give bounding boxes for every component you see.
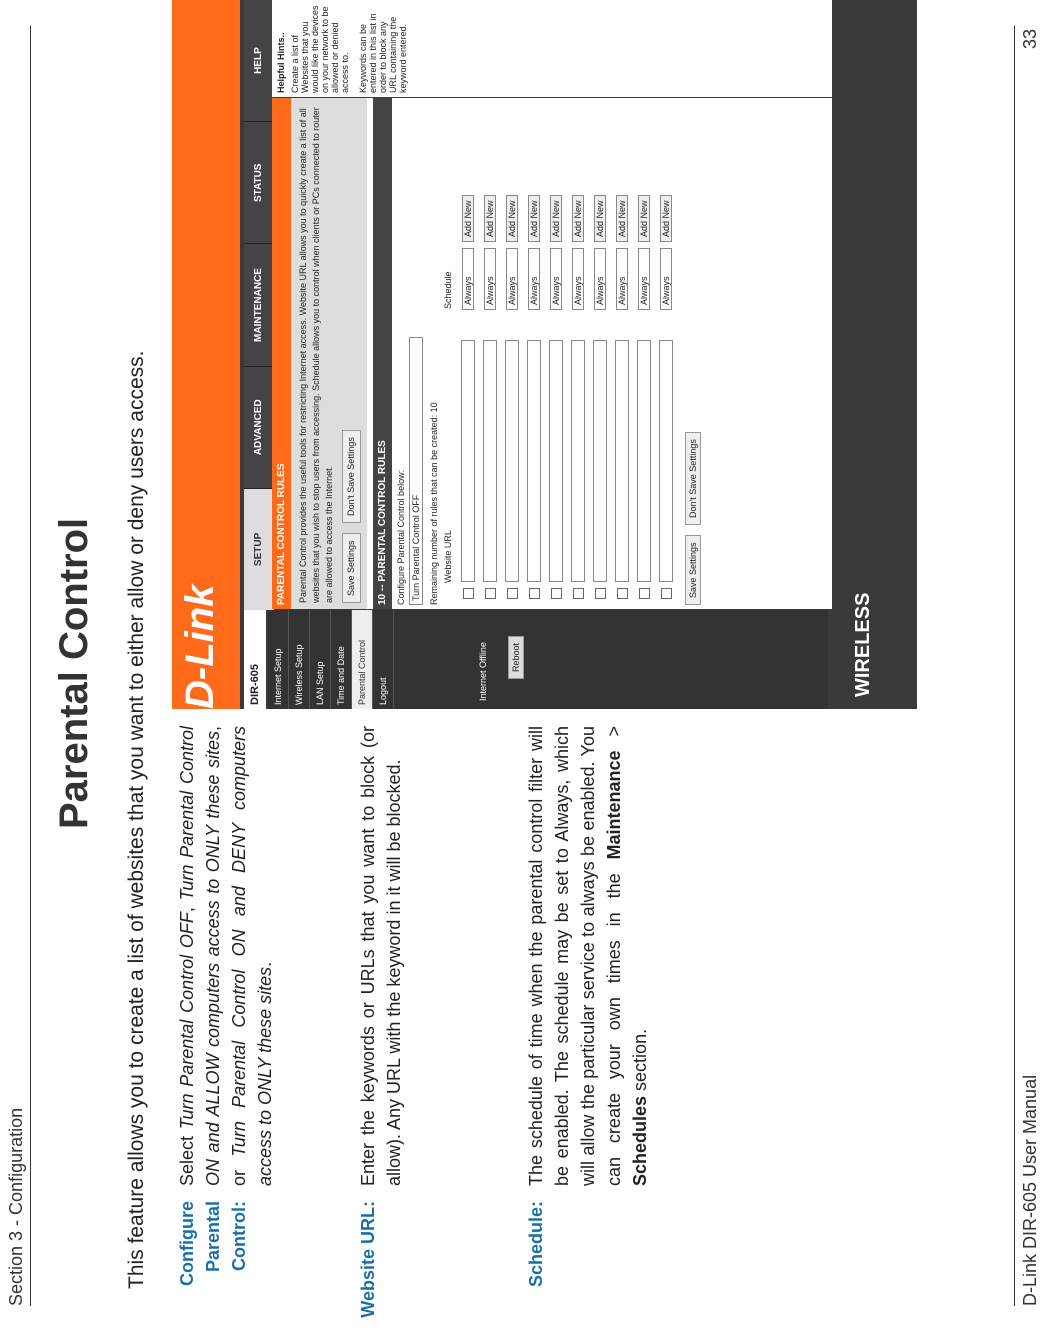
website-url-input[interactable] <box>461 340 475 582</box>
tab-advanced[interactable]: ADVANCED <box>244 366 274 488</box>
sidebar <box>268 610 828 709</box>
schedule-label: Schedule: <box>526 1201 546 1288</box>
website-url-input[interactable] <box>615 340 629 582</box>
brand-bar <box>172 0 240 709</box>
add-new-schedule-button[interactable]: Add New <box>506 195 518 242</box>
schedule-select[interactable]: Always <box>528 248 540 310</box>
url-rule-row <box>589 102 611 605</box>
dont-save-settings-button-bottom[interactable]: Don't Save Settings <box>685 432 701 525</box>
schedule-select[interactable]: Always <box>594 248 606 310</box>
add-new-schedule-button[interactable]: Add New <box>484 195 496 242</box>
sidebar-item-internet-setup[interactable]: Internet Setup <box>268 610 289 709</box>
internet-status: Internet Offline <box>478 642 488 701</box>
schedule-desc: The schedule of time when the parental control filter will be enabled. The schedule may be set to Always, which will allow the particular service to always be enabled. You can create your own times in the Maintenance > Schedules section. <box>526 726 650 1186</box>
schedule-select[interactable]: Always <box>550 248 562 310</box>
sidebar-item-time-date[interactable]: Time and Date <box>331 610 352 709</box>
col-website-url: Website URL <box>443 530 453 583</box>
help-hint-2: Keywords can be entered in this list in order to block any URL containing the keyword entered. <box>358 13 408 93</box>
url-rows <box>457 102 677 605</box>
configure-label: Configure Parental Control: <box>177 1201 249 1286</box>
schedule-select[interactable]: Always <box>484 248 496 310</box>
website-url-input[interactable] <box>571 340 585 582</box>
main-panel <box>272 98 832 609</box>
parental-mode-select[interactable]: Turn Parental Control OFF <box>409 337 423 605</box>
tab-setup[interactable]: SETUP <box>244 488 274 610</box>
schedule-select[interactable]: Always <box>616 248 628 310</box>
reboot-button[interactable]: Reboot <box>508 636 524 679</box>
dlink-logo: D-Link <box>178 584 222 709</box>
website-url-input[interactable] <box>637 340 651 582</box>
configure-prompt: Configure Parental Control below: <box>396 469 406 605</box>
sidebar-item-logout[interactable]: Logout <box>373 610 394 709</box>
url-rule-row <box>655 102 677 605</box>
url-rule-row <box>523 102 545 605</box>
sidebar-item-wireless-setup[interactable]: Wireless Setup <box>289 610 310 709</box>
dont-save-settings-button[interactable]: Don't Save Settings <box>342 430 361 523</box>
help-hint-1: Create a list of Websites that you would like the devices on your network to be allowed or denied access to. <box>290 5 350 93</box>
save-settings-button-bottom[interactable]: Save Settings <box>685 535 701 605</box>
add-new-schedule-button[interactable]: Add New <box>528 195 540 242</box>
website-url-input[interactable] <box>527 340 541 582</box>
url-rule-row <box>633 102 655 605</box>
rule-enable-checkbox[interactable] <box>463 588 474 599</box>
tab-status[interactable]: STATUS <box>244 121 274 243</box>
add-new-schedule-button[interactable]: Add New <box>462 195 474 242</box>
save-settings-button[interactable]: Save Settings <box>342 533 361 603</box>
footer-manual: D-Link DIR-605 User Manual <box>1020 1074 1040 1306</box>
intro-text: This feature allows you to create a list of websites that you want to either allow or deny users access. <box>125 350 148 1289</box>
url-rule-row <box>545 102 567 605</box>
page-title: Parental Control <box>52 517 96 829</box>
rule-enable-checkbox[interactable] <box>529 588 540 599</box>
rules-description: Parental Control provides the useful tools for restricting Internet access. Website URL allows you to quickly create a list of all websites that you wish to stop users from accessing. Schedule allows you to control when clients or PCs connected to router are allowed to access the Internet. Save Settings Don't Save Settings <box>291 98 367 609</box>
rule-enable-checkbox[interactable] <box>595 588 606 599</box>
website-url-input[interactable] <box>659 340 673 582</box>
url-rule-row <box>611 102 633 605</box>
add-new-schedule-button[interactable]: Add New <box>594 195 606 242</box>
url-rule-row <box>457 102 479 605</box>
help-title: Helpful Hints.. <box>276 32 286 93</box>
url-rule-row <box>479 102 501 605</box>
list-header: 10 -- PARENTAL CONTROL RULES <box>373 98 392 609</box>
footer-rule <box>1014 26 1015 1306</box>
header-rule <box>30 26 31 1306</box>
schedule-select[interactable]: Always <box>660 248 672 310</box>
website-url-desc: Enter the keywords or URLs that you want to block (or allow). Any URL with the keyword in it will be blocked. <box>358 726 404 1186</box>
add-new-schedule-button[interactable]: Add New <box>638 195 650 242</box>
rule-enable-checkbox[interactable] <box>661 588 672 599</box>
tab-maintenance[interactable]: MAINTENANCE <box>244 243 274 365</box>
website-url-input[interactable] <box>593 340 607 582</box>
col-schedule: Schedule <box>443 271 453 309</box>
url-rule-row <box>567 102 589 605</box>
tab-help[interactable]: HELP <box>244 0 274 121</box>
sidebar-item-parental-control[interactable]: Parental Control <box>352 610 373 709</box>
schedule-select[interactable]: Always <box>572 248 584 310</box>
remaining-rules: Remaining number of rules that can be created: 10 <box>429 402 439 605</box>
help-panel <box>272 0 832 97</box>
add-new-schedule-button[interactable]: Add New <box>660 195 672 242</box>
schedule-select[interactable]: Always <box>462 248 474 310</box>
rule-enable-checkbox[interactable] <box>551 588 562 599</box>
website-url-input[interactable] <box>483 340 497 582</box>
website-url-input[interactable] <box>505 340 519 582</box>
rule-enable-checkbox[interactable] <box>617 588 628 599</box>
router-screenshot <box>172 0 917 709</box>
rules-header: PARENTAL CONTROL RULES <box>272 98 291 609</box>
add-new-schedule-button[interactable]: Add New <box>550 195 562 242</box>
website-url-input[interactable] <box>549 340 563 582</box>
rule-enable-checkbox[interactable] <box>507 588 518 599</box>
rule-enable-checkbox[interactable] <box>639 588 650 599</box>
configure-desc: Select Turn Parental Control OFF, Turn Parental Control ON and ALLOW computers access to ONLY these sites, or Turn Parental Control ON and DENY computers access to ONLY these sites. <box>177 726 275 1186</box>
schedule-select[interactable]: Always <box>638 248 650 310</box>
top-tabs <box>244 0 274 610</box>
wireless-logo: WIRELESS <box>852 592 874 697</box>
add-new-schedule-button[interactable]: Add New <box>616 195 628 242</box>
sidebar-item-lan-setup[interactable]: LAN Setup <box>310 610 331 709</box>
website-url-label: Website URL: <box>358 1201 378 1318</box>
schedule-select[interactable]: Always <box>506 248 518 310</box>
add-new-schedule-button[interactable]: Add New <box>572 195 584 242</box>
url-rule-row <box>501 102 523 605</box>
section-header: Section 3 - Configuration <box>6 1107 26 1306</box>
page-number: 33 <box>1020 28 1040 49</box>
model-label: DIR-605 <box>244 606 266 709</box>
rule-enable-checkbox[interactable] <box>573 588 584 599</box>
rule-enable-checkbox[interactable] <box>485 588 496 599</box>
